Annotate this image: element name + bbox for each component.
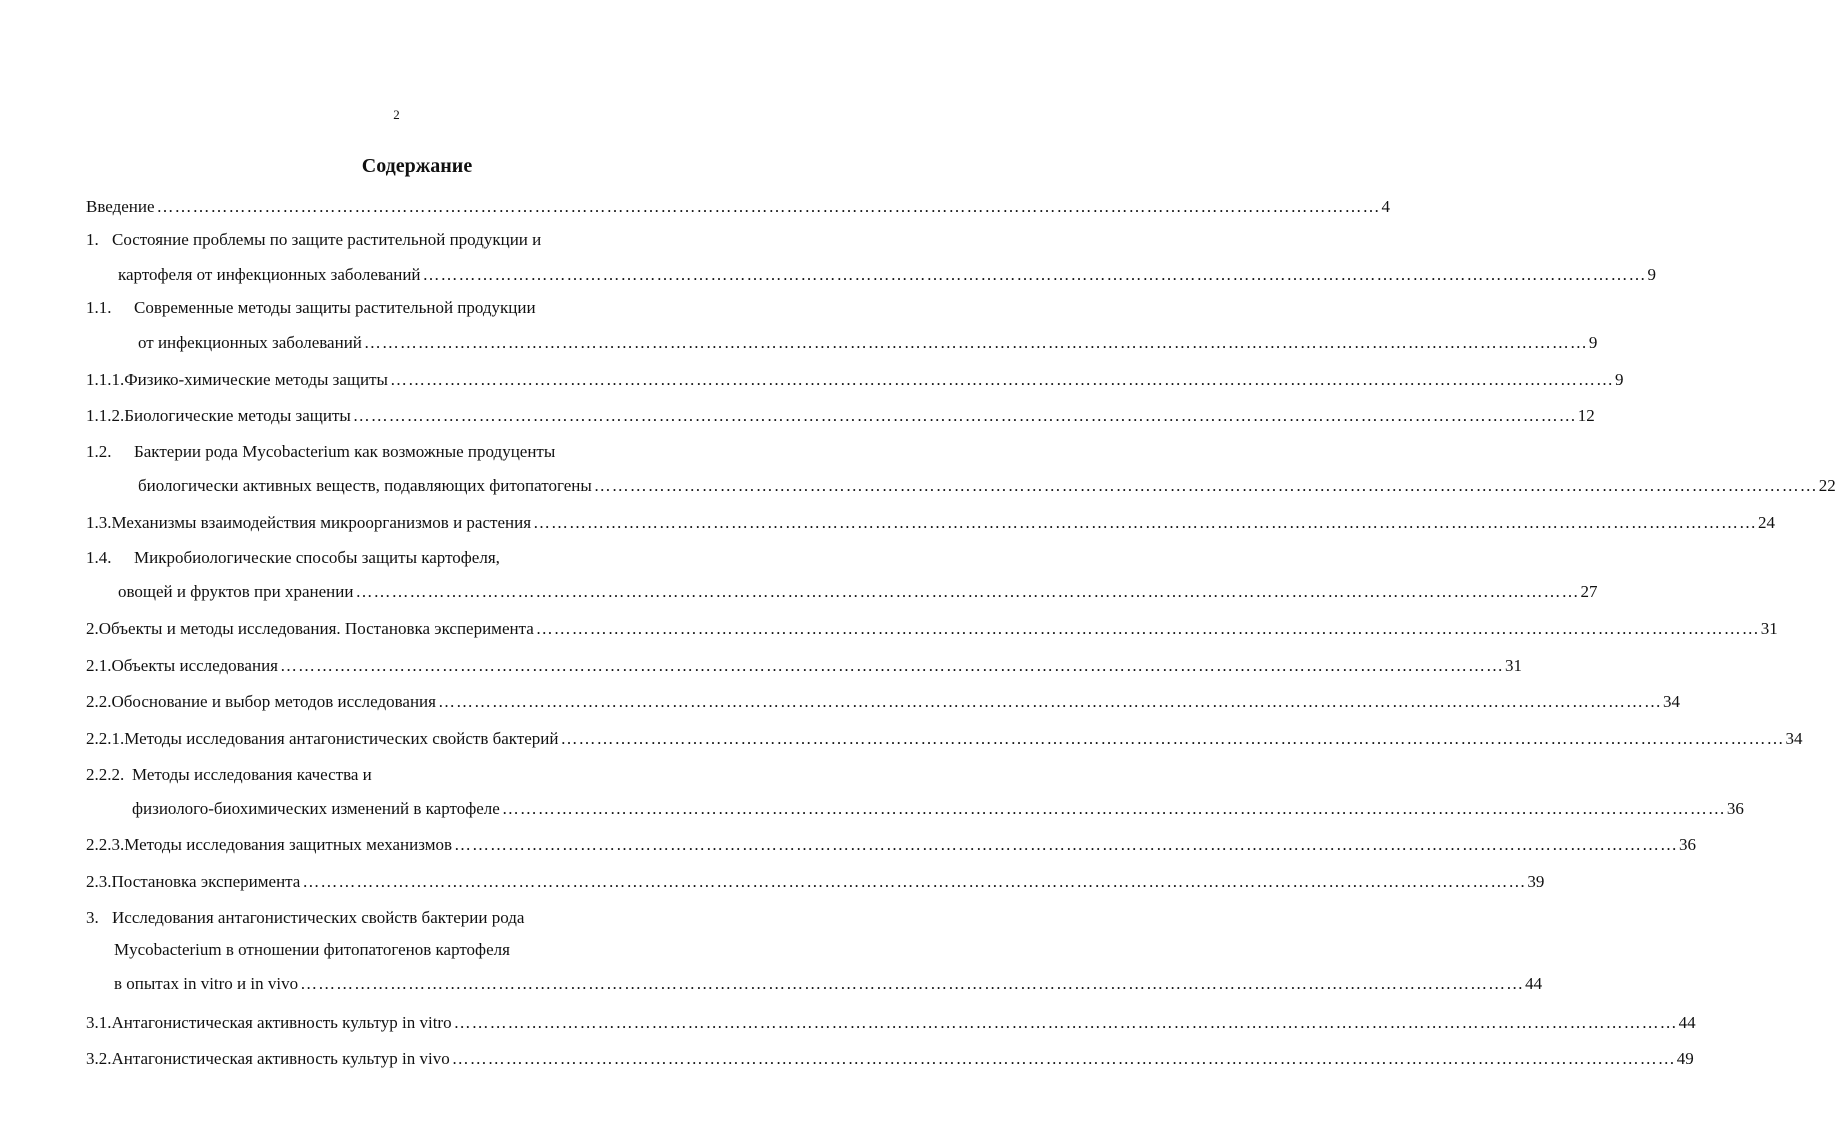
toc-entry-number: 2.2.1. [86, 729, 125, 748]
toc-entry-number: 3.2. [86, 1049, 112, 1068]
toc-entry-title: Антагонистическая активность культур in vitro [111, 1013, 452, 1032]
toc-entry [114, 938, 510, 962]
page-number: 2 [393, 107, 400, 122]
toc-leader-dots: …………………………………………………………………………………………………………………………………………………………………………………… [593, 476, 1818, 495]
toc-entry-title: Механизмы взаимодействия микроорганизмов и растения [111, 513, 532, 532]
toc-entry-number: 1.1. [86, 298, 112, 317]
toc-entry [86, 690, 1680, 714]
toc-leader-dots: …………………………………………………………………………………………………………………………………………………………………………………… [363, 333, 1588, 352]
toc-entry-title: Обоснование и выбор методов исследования [111, 692, 436, 711]
toc-entry [138, 331, 1598, 355]
toc-entry-page: 22 [1818, 476, 1836, 495]
toc-entry [86, 617, 1778, 641]
toc-entry-title: Объекты и методы исследования. Постановка эксперимента [98, 619, 534, 638]
toc-leader-dots: …………………………………………………………………………………………………………………………………………………………………………………… [535, 619, 1760, 638]
toc-entry-number: 3.1. [86, 1013, 112, 1032]
toc-entry-title: физиолого-биохимических изменений в картофеле [132, 799, 500, 818]
toc-entry-title: Методы исследования защитных механизмов [124, 835, 452, 854]
toc-entry-title: Исследования антагонистических свойств бактерии рода [112, 908, 525, 927]
toc-entry-page: 36 [1726, 799, 1744, 818]
toc-entry-number: 1.3. [86, 513, 112, 532]
toc-entry-page: 31 [1760, 619, 1778, 638]
toc-entry-page: 31 [1504, 656, 1522, 675]
toc-entry [86, 404, 1595, 428]
toc-entry-number: 3. [86, 908, 99, 927]
toc-entry [86, 833, 1696, 857]
toc-entry-title: Физико-химические методы защиты [124, 370, 388, 389]
toc-entry [86, 654, 1522, 678]
toc-entry [132, 797, 1744, 821]
toc-leader-dots: …………………………………………………………………………………………………………………………………………………………………………………… [352, 406, 1577, 425]
toc-entry [86, 906, 524, 930]
toc-entry [118, 580, 1598, 604]
toc-entry [86, 870, 1545, 894]
toc-leader-dots: …………………………………………………………………………………………………………………………………………………………………………………… [451, 1049, 1676, 1068]
toc-entry-title: Методы исследования качества и [132, 765, 372, 784]
toc-entry-title: Биологические методы защиты [124, 406, 351, 425]
toc-entry-page: 9 [1614, 370, 1624, 389]
toc-entry-number: 1.1.2. [86, 406, 125, 425]
toc-leader-dots: …………………………………………………………………………………………………………………………………………………………………………………… [533, 513, 1758, 532]
toc-entry-page: 9 [1588, 333, 1598, 352]
toc-entry-title: Бактерии рода Mycobacterium как возможные продуценты [134, 442, 556, 461]
toc-leader-dots: …………………………………………………………………………………………………………………………………………………………………………………… [355, 582, 1580, 601]
toc-entry [86, 1011, 1696, 1035]
toc-leader-dots: …………………………………………………………………………………………………………………………………………………………………………………… [453, 835, 1678, 854]
toc-entry-page: 34 [1662, 692, 1680, 711]
toc-entry-page: 49 [1676, 1049, 1694, 1068]
toc-entry-title: Объекты исследования [111, 656, 278, 675]
toc-entry [118, 263, 1657, 287]
toc-entry-number: 2.2.3. [86, 835, 125, 854]
toc-leader-dots: …………………………………………………………………………………………………………………………………………………………………………………… [560, 729, 1785, 748]
toc-entry [138, 474, 1836, 498]
toc-title: Содержание [361, 155, 473, 177]
toc-entry [86, 368, 1624, 392]
toc-leader-dots: …………………………………………………………………………………………………………………………………………………………………………………… [437, 692, 1662, 711]
toc-entry-page: 24 [1758, 513, 1776, 532]
toc-entry-page: 4 [1381, 197, 1391, 216]
toc-entry-title: от инфекционных заболеваний [138, 333, 362, 352]
toc-entry-number: 1.2. [86, 442, 112, 461]
toc-entry-title: Антагонистическая активность культур in vivo [111, 1049, 450, 1068]
toc-entry-page: 44 [1678, 1013, 1696, 1032]
toc-entry-title: Mycobacterium в отношении фитопатогенов картофеля [114, 940, 510, 959]
toc-entry [86, 195, 1391, 219]
toc-entry [86, 228, 541, 252]
toc-leader-dots: …………………………………………………………………………………………………………………………………………………………………………………… [300, 974, 1525, 993]
toc-entry-number: 1.4. [86, 548, 112, 567]
toc-entry-number: 1.1.1. [86, 370, 125, 389]
toc-entry-number: 2.2. [86, 692, 112, 711]
toc-entry-title: картофеля от инфекционных заболеваний [118, 265, 421, 284]
toc-entry-title: Введение [86, 197, 155, 216]
toc-entry-title: биологически активных веществ, подавляющих фитопатогены [138, 476, 592, 495]
toc-entry-number: 2.3. [86, 872, 112, 891]
toc-entry-number: 1. [86, 230, 99, 249]
toc-entry-page: 36 [1678, 835, 1696, 854]
toc-entry [86, 763, 372, 787]
toc-entry-page: 44 [1525, 974, 1543, 993]
toc-entry-title: овощей и фруктов при хранении [118, 582, 354, 601]
toc-leader-dots: …………………………………………………………………………………………………………………………………………………………………………………… [279, 656, 1504, 675]
toc-entry [86, 1047, 1694, 1071]
toc-entry [86, 546, 500, 570]
toc-entry-title: Современные методы защиты растительной продукции [134, 298, 536, 317]
toc-entry-page: 9 [1647, 265, 1657, 284]
toc-entry [114, 972, 1543, 996]
toc-entry-page: 34 [1785, 729, 1803, 748]
toc-entry [86, 727, 1803, 751]
toc-entry-page: 39 [1527, 872, 1545, 891]
toc-leader-dots: …………………………………………………………………………………………………………………………………………………………………………………… [302, 872, 1527, 891]
toc-entry [86, 511, 1776, 535]
toc-entry-page: 27 [1580, 582, 1598, 601]
toc-leader-dots: …………………………………………………………………………………………………………………………………………………………………………………… [389, 370, 1614, 389]
toc-entry-title: в опытах in vitro и in vivo [114, 974, 299, 993]
toc-leader-dots: …………………………………………………………………………………………………………………………………………………………………………………… [422, 265, 1647, 284]
toc-leader-dots: …………………………………………………………………………………………………………………………………………………………………………………… [453, 1013, 1678, 1032]
toc-entry [86, 440, 555, 464]
toc-entry-title: Состояние проблемы по защите растительной продукции и [112, 230, 542, 249]
toc-leader-dots: …………………………………………………………………………………………………………………………………………………………………………………… [501, 799, 1726, 818]
toc-leader-dots: …………………………………………………………………………………………………………………………………………………………………………………… [156, 197, 1381, 216]
toc-entry-title: Методы исследования антагонистических свойств бактерий [124, 729, 559, 748]
toc-entry-number: 2.2.2. [86, 765, 125, 784]
toc-entry-title: Микробиологические способы защиты картофеля, [134, 548, 500, 567]
toc-entry-number: 2.1. [86, 656, 112, 675]
toc-entry [86, 296, 536, 320]
toc-entry-title: Постановка эксперимента [111, 872, 301, 891]
toc-entry-number: 2. [86, 619, 99, 638]
toc-entry-page: 12 [1577, 406, 1595, 425]
